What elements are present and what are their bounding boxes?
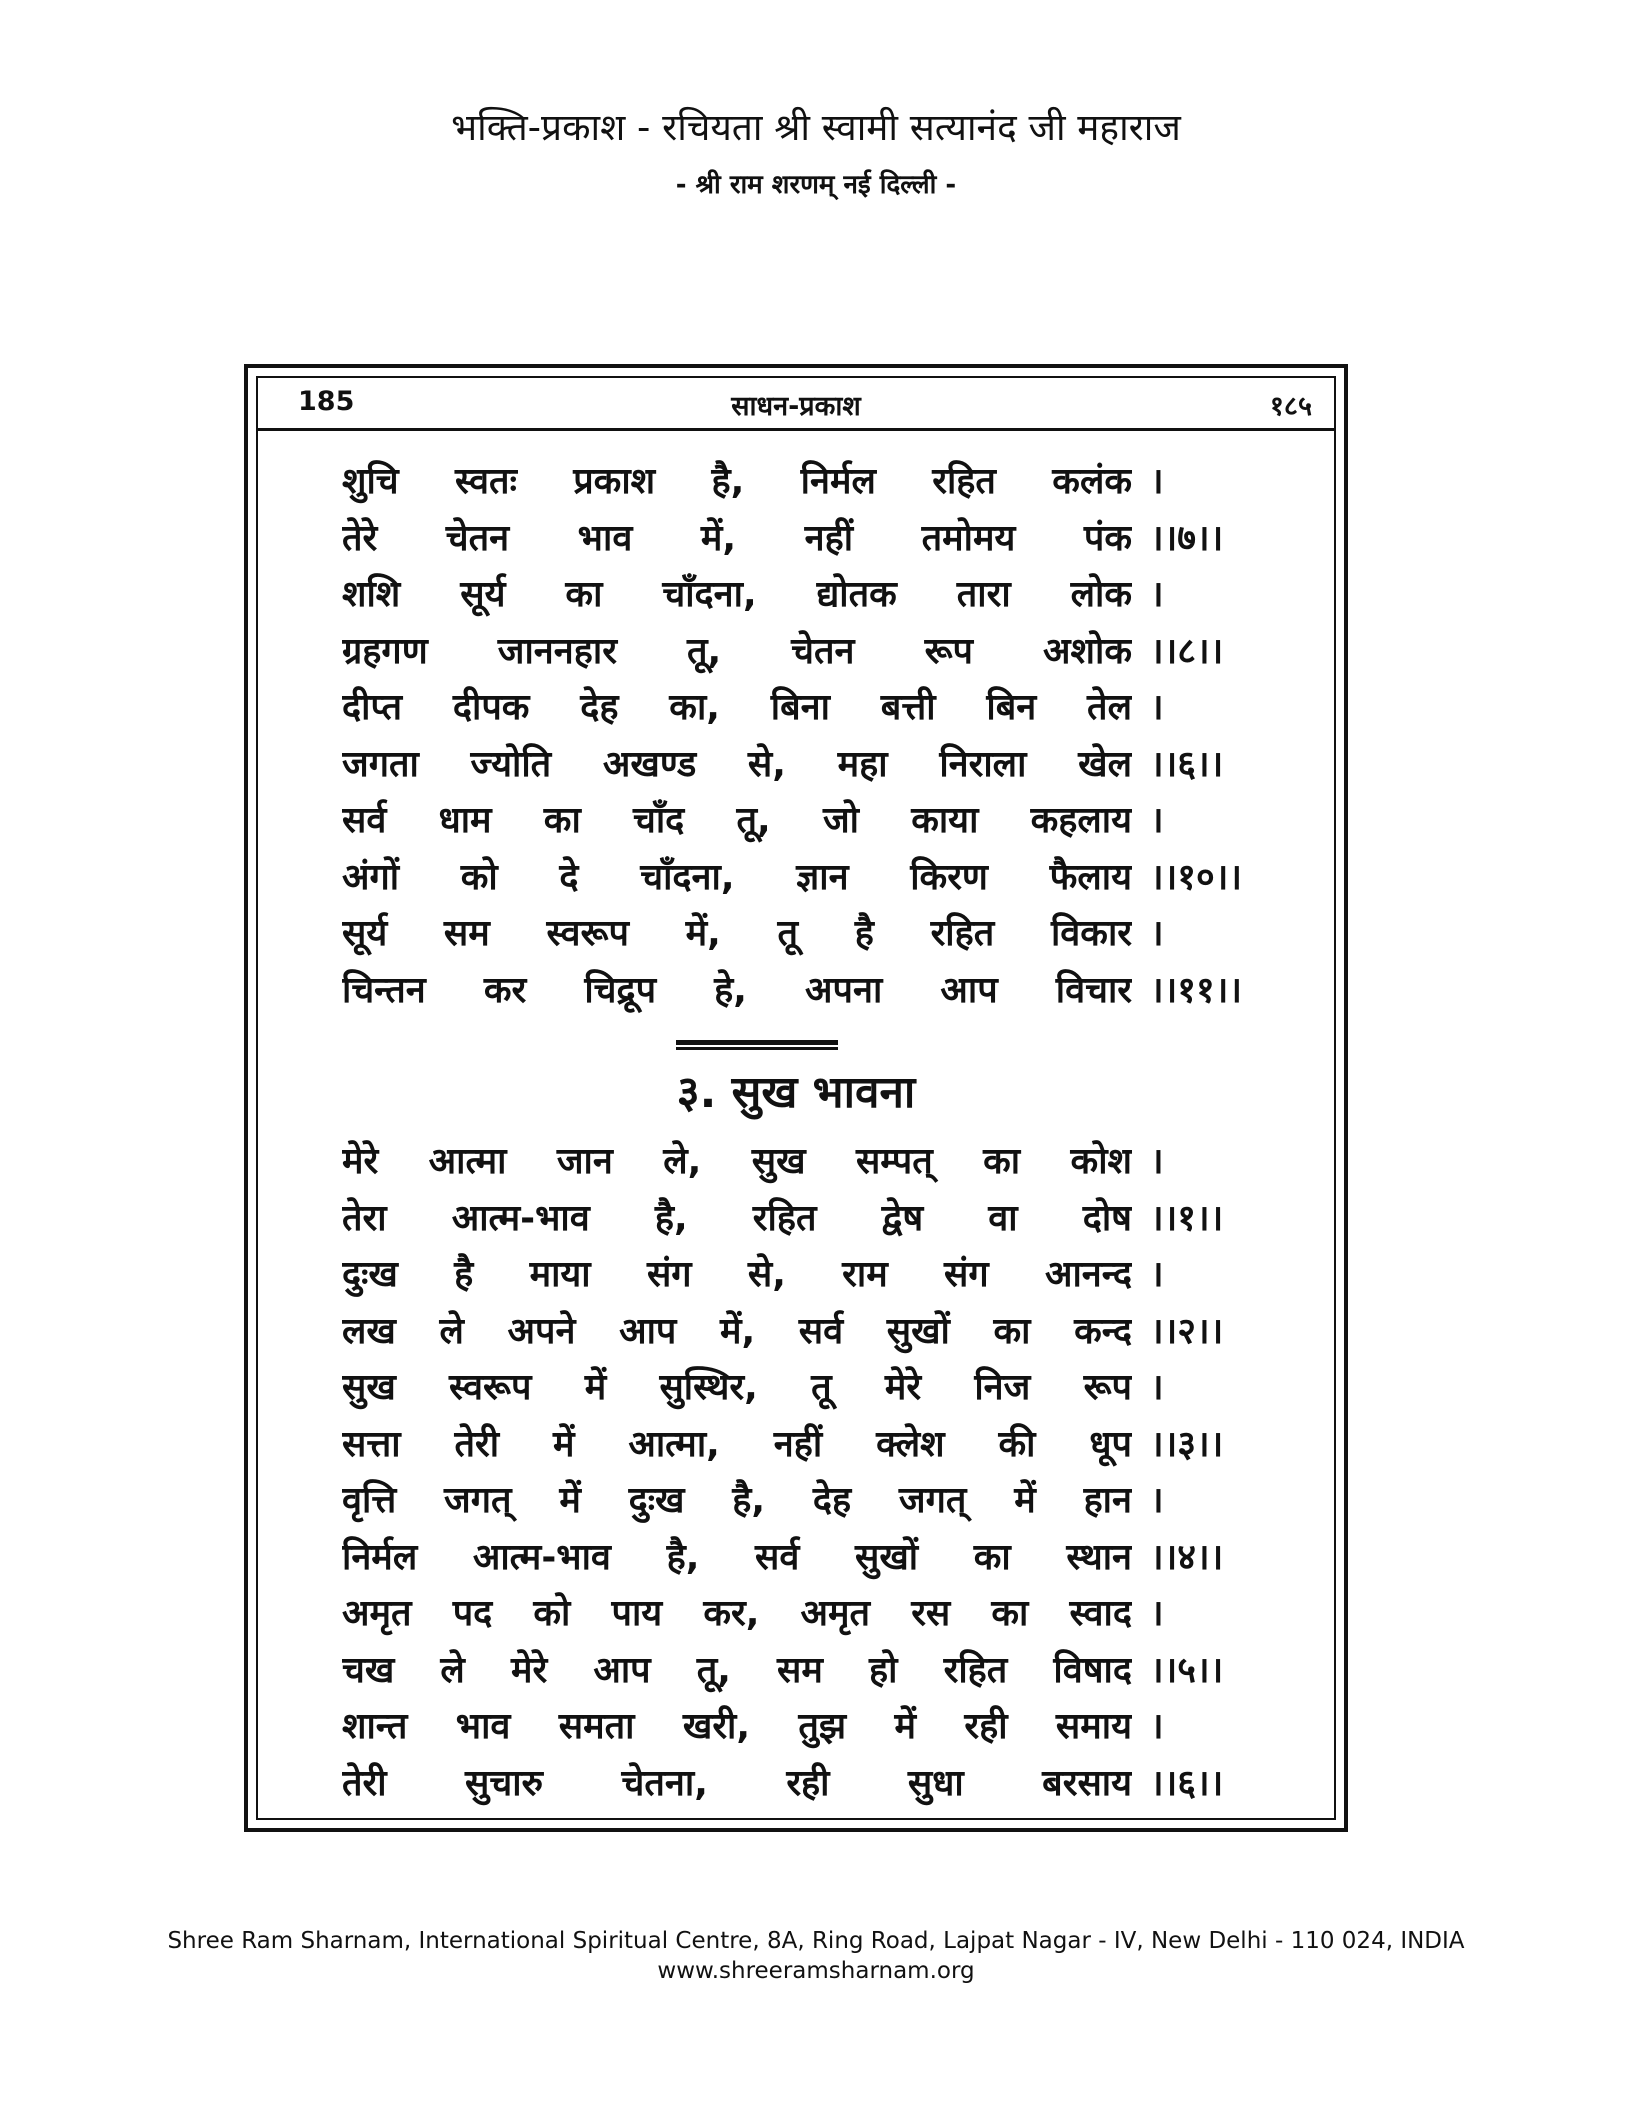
- verse-line: [342, 1191, 1272, 1247]
- verse-text: चख ले मेरे आप तू, सम हो रहित विषाद: [342, 1649, 1132, 1691]
- verse-line: [342, 1247, 1272, 1303]
- verse-number: ।: [1150, 574, 1164, 615]
- verse-text: ग्रहगण जाननहार तू, चेतन रूप अशोक: [342, 630, 1132, 672]
- section-divider: [676, 1040, 838, 1050]
- verse-text: निर्मल आत्म-भाव है, सर्व सुखों का स्थान: [342, 1536, 1132, 1578]
- verse-text: अंगों को दे चाँदना, ज्ञान किरण फैलाय: [342, 856, 1132, 898]
- page-frame: [244, 364, 1348, 1832]
- verse-text: शुचि स्वतः प्रकाश है, निर्मल रहित कलंक: [342, 461, 1132, 502]
- verse-number: ।।२।।: [1150, 1310, 1224, 1352]
- verse-text: शशि सूर्य का चाँदना, द्योतक तारा लोक: [342, 574, 1132, 615]
- verse-text: सर्व धाम का चाँद तू, जो काया कहलाय: [342, 800, 1132, 841]
- verse-text: शान्त भाव समता खरी, तुझ में रही समाय: [342, 1706, 1132, 1747]
- verse-text: अमृत पद को पाय कर, अमृत रस का स्वाद: [342, 1593, 1132, 1634]
- verse-line: [342, 1360, 1272, 1416]
- verse-text: सत्ता तेरी में आत्मा, नहीं क्लेश की धूप: [342, 1423, 1132, 1465]
- verse-number: ।: [1150, 687, 1164, 728]
- verse-line: [342, 850, 1272, 906]
- page-header: [258, 378, 1334, 431]
- page-number-devanagari: १८५: [1269, 391, 1312, 422]
- verse-line: [342, 624, 1272, 680]
- footer-url: www.shreeramsharnam.org: [657, 1958, 975, 1984]
- verse-number: ।।६।।: [1150, 743, 1224, 785]
- verse-number: ।: [1150, 461, 1164, 502]
- verse-line: [342, 1134, 1272, 1190]
- verse-line: [342, 1756, 1272, 1812]
- verse-number: ।: [1150, 1706, 1164, 1747]
- verse-line: [342, 567, 1272, 623]
- verse-text: वृत्ति जगत् में दुःख है, देह जगत् में हान: [342, 1480, 1132, 1521]
- verse-line: [342, 1699, 1272, 1755]
- verse-text: तेरे चेतन भाव में, नहीं तमोमय पंक: [342, 517, 1132, 559]
- verse-text: मेरे आत्मा जान ले, सुख सम्पत् का कोश: [342, 1141, 1132, 1182]
- verse-line: [342, 1304, 1272, 1360]
- verse-text: दुःख है माया संग से, राम संग आनन्द: [342, 1254, 1132, 1295]
- verse-line: [342, 511, 1272, 567]
- verse-line: [342, 963, 1272, 1019]
- verse-text: जगता ज्योति अखण्ड से, महा निराला खेल: [342, 743, 1132, 785]
- verse-number: ।।१०।।: [1150, 856, 1243, 898]
- footer-address: Shree Ram Sharnam, International Spiritual Centre, 8A, Ring Road, Lajpat Nagar - IV, New Delhi - 110 024, INDIA: [167, 1928, 1465, 1954]
- verse-number: ।: [1150, 1254, 1164, 1295]
- verse-number: ।: [1150, 913, 1164, 954]
- document-title: भक्ति-प्रकाश - रचियता श्री स्वामी सत्यानंद जी महाराज: [451, 106, 1181, 149]
- verse-line: [342, 680, 1272, 736]
- verse-line: [342, 793, 1272, 849]
- verse-number: ।।६।।: [1150, 1762, 1224, 1804]
- verse-line: [342, 906, 1272, 962]
- verse-line: [342, 1586, 1272, 1642]
- verse-text: सुख स्वरूप में सुस्थिर, तू मेरे निज रूप: [342, 1367, 1132, 1408]
- verse-line: [342, 1417, 1272, 1473]
- verse-number: ।: [1150, 1593, 1164, 1634]
- verse-text: चिन्तन कर चिद्रूप हे, अपना आप विचार: [342, 969, 1132, 1011]
- verse-line: [342, 1643, 1272, 1699]
- verse-line: [342, 1530, 1272, 1586]
- verse-line: [342, 737, 1272, 793]
- verse-number: ।: [1150, 800, 1164, 841]
- page-inner-border: [256, 376, 1336, 1820]
- verse-number: ।: [1150, 1480, 1164, 1521]
- verse-text: दीप्त दीपक देह का, बिना बत्ती बिन तेल: [342, 687, 1132, 728]
- verse-text: तेरी सुचारु चेतना, रही सुधा बरसाय: [342, 1762, 1132, 1804]
- verse-number: ।।४।।: [1150, 1536, 1224, 1578]
- verse-number: ।।८।।: [1150, 630, 1224, 672]
- running-head: साधन-प्रकाश: [731, 391, 861, 422]
- verse-number: ।।७।।: [1150, 517, 1224, 559]
- verse-line: [342, 454, 1272, 510]
- verse-number: ।: [1150, 1141, 1164, 1182]
- verse-number: ।।३।।: [1150, 1423, 1224, 1465]
- verse-text: तेरा आत्म-भाव है, रहित द्वेष वा दोष: [342, 1197, 1132, 1239]
- page-number-latin: 185: [298, 386, 355, 417]
- verse-number: ।।११।।: [1150, 969, 1243, 1011]
- verse-line: [342, 1473, 1272, 1529]
- verse-number: ।: [1150, 1367, 1164, 1408]
- verse-text: लख ले अपने आप में, सर्व सुखों का कन्द: [342, 1310, 1132, 1352]
- section-title: ३. सुख भावना: [676, 1067, 916, 1118]
- verse-number: ।।१।।: [1150, 1197, 1224, 1239]
- verse-number: ।।५।।: [1150, 1649, 1224, 1691]
- document-subtitle: - श्री राम शरणम् नई दिल्ली -: [675, 170, 957, 200]
- verse-text: सूर्य सम स्वरूप में, तू है रहित विकार: [342, 913, 1132, 954]
